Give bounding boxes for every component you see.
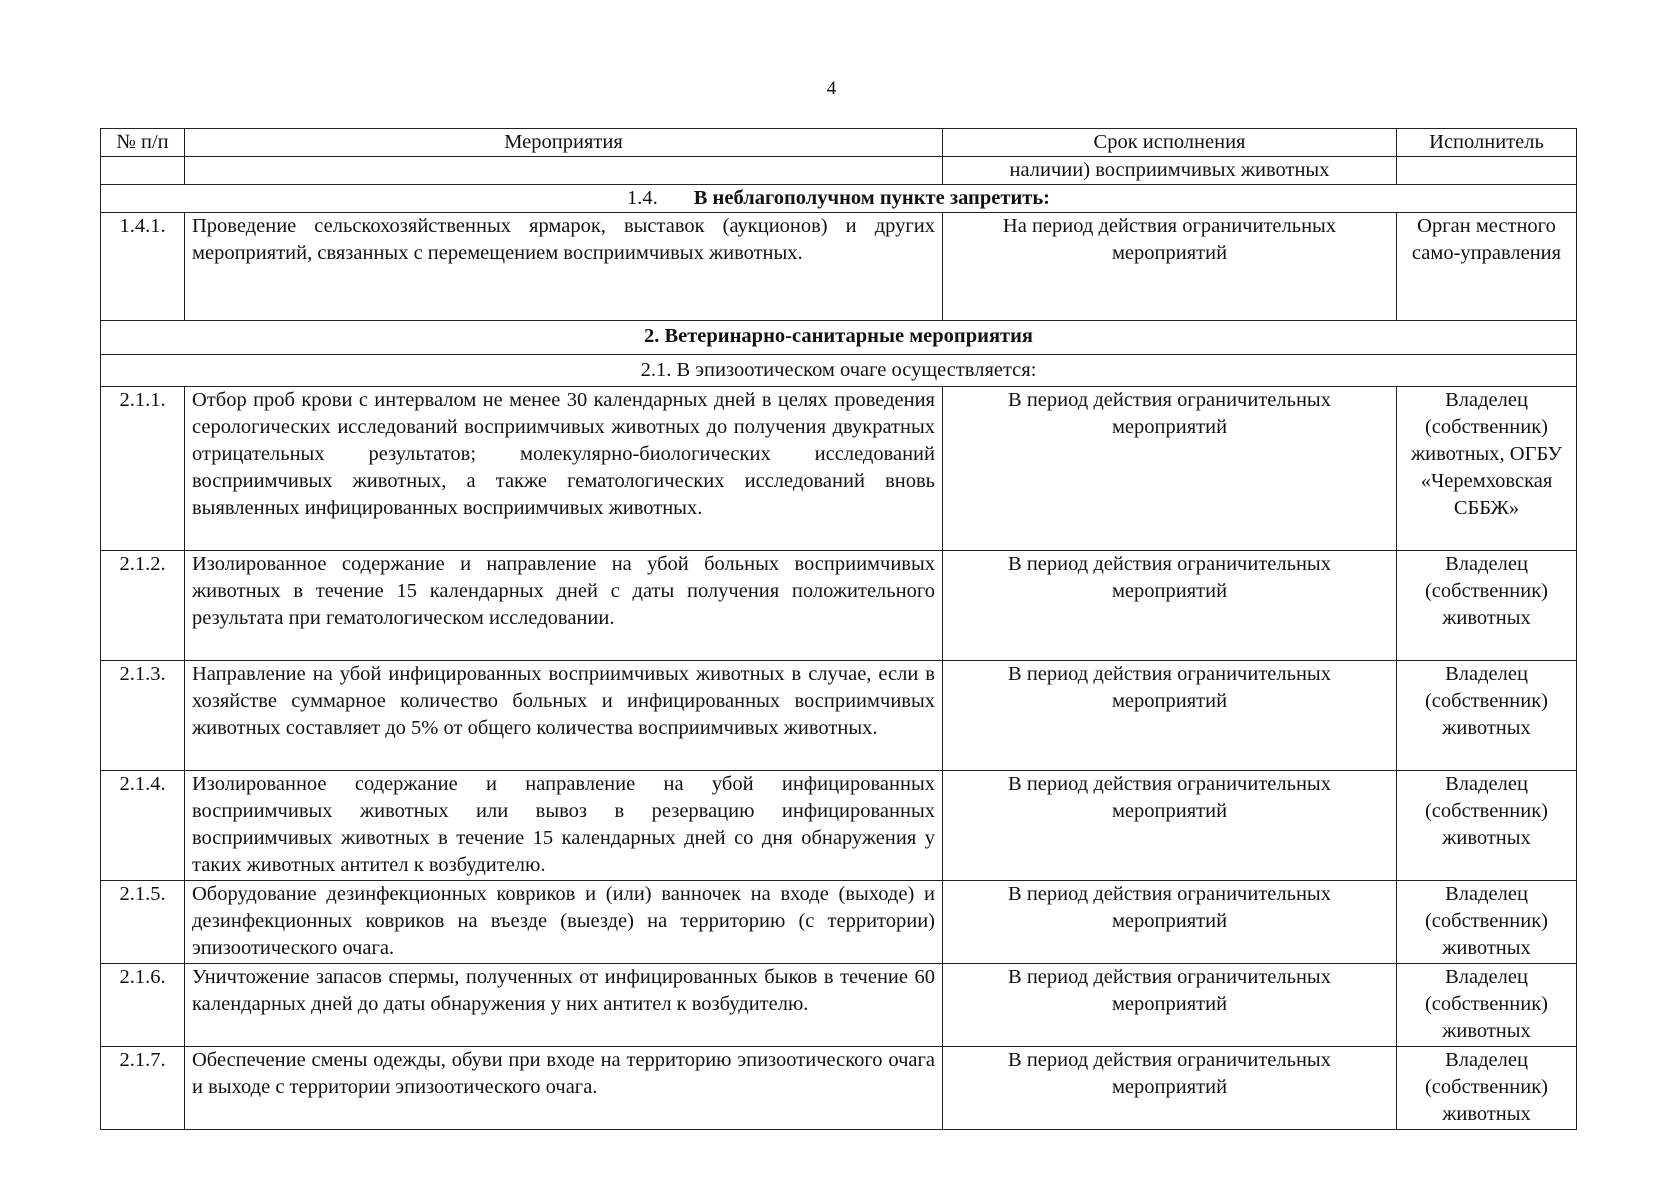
subsection-1-4-title: В неблагополучном пункте запретить: <box>693 187 1050 209</box>
table-row <box>101 387 1577 551</box>
row-activity: Изолированное содержание и направление на убой больных восприимчивых животных в течение 15 календарных дней с даты получения положительного результата при гематологическом исследовании. <box>185 551 943 661</box>
row-activity: Оборудование дезинфекционных ковриков и (или) ванночек на входе (выходе) и дезинфекционных ковриков на въезде (выезде) на территорию (с территории) эпизоотического очага. <box>185 881 943 964</box>
table-row <box>101 551 1577 661</box>
row-number: 2.1.2. <box>101 551 185 661</box>
table-row <box>101 661 1577 771</box>
header-activities: Мероприятия <box>185 129 943 157</box>
row-executor: Владелец (собственник) животных <box>1397 964 1577 1047</box>
row-executor: Владелец (собственник) животных, ОГБУ «Черемховская СББЖ» <box>1397 387 1577 551</box>
row-activity: Отбор проб крови с интервалом не менее 30 календарных дней в целях проведения серологических исследований восприимчивых животных до получения двукратных отрицательных результатов; молекулярно-биологических исследований восприимчивых животных, а также гематологических исследований вновь выявленных инфицированных восприимчивых животных. <box>185 387 943 551</box>
row-term: В период действия ограничительных мероприятий <box>943 551 1397 661</box>
section-2-title: 2. Ветеринарно-санитарные мероприятия <box>101 321 1577 355</box>
subsection-1-4-row <box>101 185 1577 213</box>
row-number: 2.1.4. <box>101 771 185 881</box>
table-header-row <box>101 129 1577 157</box>
continuation-term: наличии) восприимчивых животных <box>943 157 1397 185</box>
row-activity: Проведение сельскохозяйственных ярмарок, выставок (аукционов) и других мероприятий, связанных с перемещением восприимчивых животных. <box>185 213 943 321</box>
row-number: 2.1.5. <box>101 881 185 964</box>
subsection-2-1-title: 2.1. В эпизоотическом очаге осуществляется: <box>101 355 1577 387</box>
page-number: 4 <box>826 78 837 99</box>
row-executor: Владелец (собственник) животных <box>1397 1047 1577 1130</box>
activities-table <box>100 128 1577 1130</box>
row-number: 2.1.3. <box>101 661 185 771</box>
table-row <box>101 881 1577 964</box>
table-row <box>101 213 1577 321</box>
row-executor: Владелец (собственник) животных <box>1397 771 1577 881</box>
subsection-1-4-number: 1.4. <box>627 187 658 209</box>
table-row <box>101 964 1577 1047</box>
row-term: В период действия ограничительных мероприятий <box>943 881 1397 964</box>
row-number: 1.4.1. <box>101 213 185 321</box>
row-activity: Направление на убой инфицированных восприимчивых животных в случае, если в хозяйстве суммарное количество больных и инфицированных восприимчивых животных составляет до 5% от общего количества восприимчивых животных. <box>185 661 943 771</box>
header-num: № п/п <box>101 129 185 157</box>
subsection-2-1-row <box>101 355 1577 387</box>
row-activity: Изолированное содержание и направление на убой инфицированных восприимчивых животных или вывоз в резервацию инфицированных восприимчивых животных в течение 15 календарных дней со дня обнаружения у таких животных антител к возбудителю. <box>185 771 943 881</box>
row-executor: Владелец (собственник) животных <box>1397 881 1577 964</box>
row-executor: Орган местного само-управления <box>1397 213 1577 321</box>
continuation-row <box>101 157 1577 185</box>
row-term: В период действия ограничительных мероприятий <box>943 661 1397 771</box>
header-executor: Исполнитель <box>1397 129 1577 157</box>
row-term: В период действия ограничительных мероприятий <box>943 771 1397 881</box>
row-activity: Уничтожение запасов спермы, полученных от инфицированных быков в течение 60 календарных дней до даты обнаружения у них антител к возбудителю. <box>185 964 943 1047</box>
row-executor: Владелец (собственник) животных <box>1397 661 1577 771</box>
row-term: В период действия ограничительных мероприятий <box>943 387 1397 551</box>
row-executor: Владелец (собственник) животных <box>1397 551 1577 661</box>
row-number: 2.1.7. <box>101 1047 185 1130</box>
table-row <box>101 1047 1577 1130</box>
row-number: 2.1.1. <box>101 387 185 551</box>
row-term: В период действия ограничительных мероприятий <box>943 1047 1397 1130</box>
row-number: 2.1.6. <box>101 964 185 1047</box>
header-term: Срок исполнения <box>943 129 1397 157</box>
section-2-row <box>101 321 1577 355</box>
row-activity: Обеспечение смены одежды, обуви при входе на территорию эпизоотического очага и выходе с территории эпизоотического очага. <box>185 1047 943 1130</box>
row-term: На период действия ограничительных мероприятий <box>943 213 1397 321</box>
row-term: В период действия ограничительных мероприятий <box>943 964 1397 1047</box>
table-row <box>101 771 1577 881</box>
